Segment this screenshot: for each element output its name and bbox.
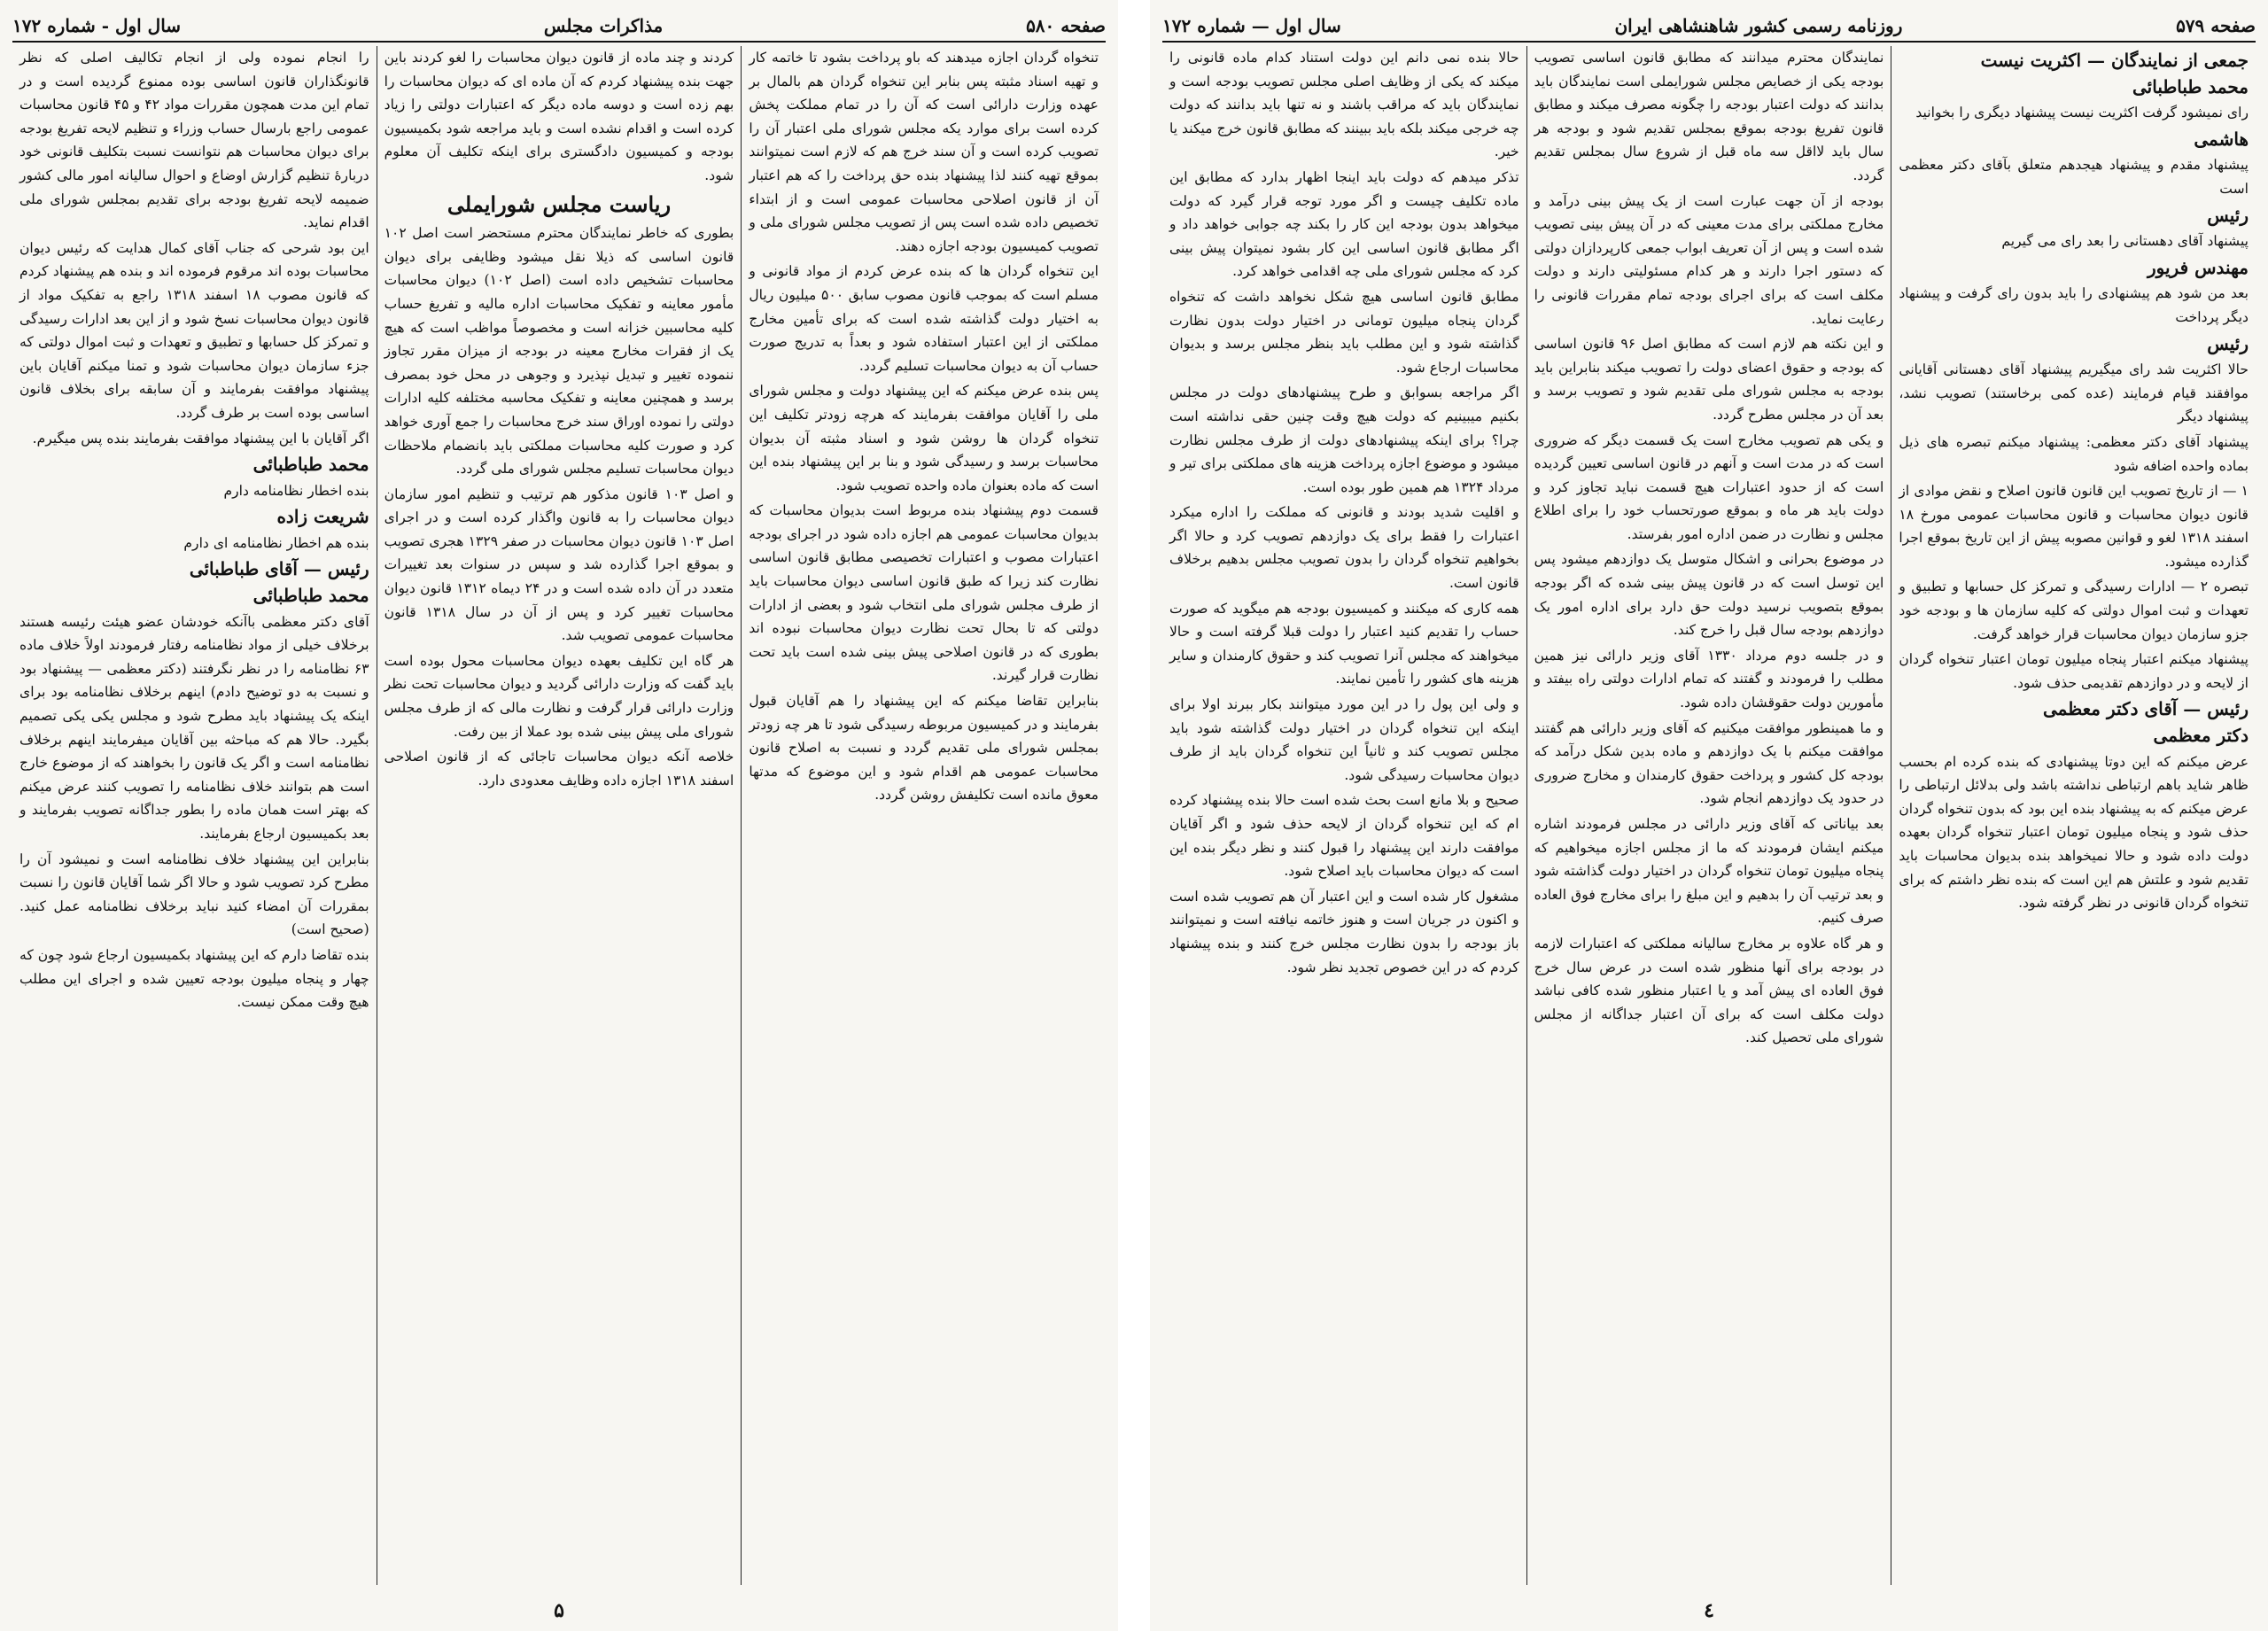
paragraph: این تنخواه گردان ها که بنده عرض کردم از مواد قانونی و مسلم است که بموجب قانون مصوب سابق ۵۰۰ میلیون ریال به اختیار دولت گذاشته شده است که برای تأمین مخارج مملکتی از این اعتبار استفاده شود و بعداً به تدریج صورت حساب آن به دیوان محاسبات تسلیم گردد. xyxy=(749,263,1099,374)
paragraph: و اصل ۱۰۳ قانون مذکور هم ترتیب و تنظیم امور سازمان دیوان محاسبات را به قانون واگذار کرده است و در اجرای اصل ۱۰۳ قانون دیوان محاسبات در صفر ۱۳۲۹ هجری تصویب و بموقع اجرا گذارده شد و سپس در سنوات بعد تغییرات متعدد در آن داده شده است و در ۲۴ دیماه ۱۳۱۲ قانون دیوان محاسبات تغییر کرد و پس از آن در سال ۱۳۱۸ قانون محاسبات عمومی تصویب شد. xyxy=(384,485,734,644)
speaker-name: محمد طباطبائی xyxy=(2132,75,2249,97)
paragraph: بنده تقاضا دارم که این پیشنهاد بکمیسیون ارجاع شود چون که چهار و پنجاه میلیون بودجه تعیین شده و اجرای این مطلب هیچ وقت ممکن نیست. xyxy=(19,946,369,1011)
paragraph: پیشنهاد میکنم اعتبار پنجاه میلیون تومان اعتبار تنخواه گردان از لایحه و در دوازدهم تقدیمی حذف شود. xyxy=(1899,651,2249,691)
paragraph: عرض میکنم که این دوتا پیشنهادی که بنده کرده ام بحسب ظاهر شاید باهم ارتباطی نداشته باشد ولی بدلائل ارتباطی را عرض میکنم که به پیشنهاد بنده این بود که بدون تنخواه گردان حذف شود و پنجاه میلیون تومان اعتبار تنخواه گردان بعهده دولت داده شود و حالا نمیخواهد بنده بدیوان محاسبات باید تقدیم شود و علتش هم این است که بنده نظر داشتم که برای تنخواه گردان قانونی در نظر گرفته شود. xyxy=(1899,753,2249,912)
paragraph: بنده هم اخطار نظامنامه ای دارم xyxy=(183,534,369,551)
paragraph: آقای دکتر معظمی باآنکه خودشان عضو هیئت رئیسه هستند برخلاف خیلی از مواد نظامنامه رفتار فرمودند اولاً خلاف ماده ۶۳ نظامنامه را در نظر نگرفتند (دکتر معظمی — پیشنهاد بود و نسبت به دو توضیح دادم) اینهم برخلاف نظامنامه بود برای اینکه یک پیشنهاد باید مطرح شود و مجلس یکی یکی تصمیم بگیرد. حالا هم که مباحثه بین آقایان میفرمایند اینهم برخلاف نظامنامه است و اگر یک قانون را بخواهند که از موضوع خارج است هم بتوانند خلاف نظامنامه را تصویب کنند عرض میکنم که بهتر است همان ماده را بطور جداگانه تصویب بفرمایند و بعد بکمیسیون ارجاع بفرمایند. xyxy=(19,613,369,842)
paragraph: بعد من شود هم پیشنهادی را باید بدون رای گرفت و پیشنهاد دیگر پرداخت xyxy=(1899,285,2249,325)
paragraph: ۱ — از تاریخ تصویب این قانون قانون اصلاح و نقض موادی از قانون دیوان محاسبات و قانون محاسبات عمومی مورخ ۱۸ اسفند ۱۳۱۸ لغو و قوانین مصوبه پیش از این تاریخ بموقع اجرا گذارده میشود. xyxy=(1899,483,2249,570)
text-column xyxy=(1891,46,2256,1585)
paragraph: و این نکته هم لازم است که مطابق اصل ۹۶ قانون اساسی که بودجه و حقوق اعضای دولت را تصویب میکند بنابراین باید بودجه به مجلس شورای ملی تقدیم شود و تصویب برسد و بعد آن در مجلس مطرح گردد. xyxy=(1534,336,1884,423)
paragraph: و در جلسه دوم مرداد ۱۳۳۰ آقای وزیر دارائی نیز همین مطلب را فرمودند و گفتند که تمام ادارات دولتی راه بیفتد و مأمورین دولت حقوقشان داده شود. xyxy=(1534,647,1884,711)
section-title: روزنامه رسمی کشور شاهنشاهی ایران xyxy=(1614,15,1903,36)
speaker-name: محمد طباطبائی xyxy=(252,585,369,607)
speaker-name: محمد طباطبائی xyxy=(252,454,369,476)
paragraph: و ما همینطور موافقت میکنیم که آقای وزیر دارائی هم گفتند موافقت میکنم با یک دوازدهم و ماده بدین شکل درآمد که بودجه کل کشور و پرداخت حقوق کارمندان و مخارج ضروری در حدود یک دوازدهم انجام شود. xyxy=(1534,719,1884,807)
speaker-name: رئیس — آقای طباطبائی xyxy=(189,558,369,580)
text-column xyxy=(1162,46,1526,1585)
text-column xyxy=(377,46,742,1585)
page-footer-number: ۵ xyxy=(554,1599,564,1622)
text-column xyxy=(12,46,377,1585)
paragraph: هر گاه این تکلیف بعهده دیوان محاسبات محول بوده است باید گفت که وزارت دارائی گردید و دیوان محاسبات تحت نظر وزارت دارائی قرار گرفت و نظارت مالی که از طرف مجلس شورای ملی پیش بینی شده بود عملا از بین رفت. xyxy=(384,652,734,740)
section-heading: ریاست مجلس شورایملی xyxy=(447,190,672,217)
issue-label: سال اول — شماره ۱۷۲ xyxy=(1162,15,1341,36)
paragraph: تنخواه گردان اجازه میدهند که باو پرداخت بشود تا خاتمه کار و تهیه اسناد مثبته پس بنابر این تنخواه گردان هم بالمال بر عهده وزارت دارائی است که آن را در تمام مملکت پخش کرده است برای موارد یکه مجلس شورای ملی اعتبار آن را تصویب کرده است و آن سند خرج هم که لازم است نمیتوانند بموقع تهیه کنند لذا پیشنهاد بنده حق پرداخت را که هم اعتبار آن از قانون اصلاحی محاسبات عمومی است و از ابتداء تخصیص داده شده است پس از تصویب مجلس شورای ملی و تصویب کمیسیون بودجه اجازه دهند. xyxy=(749,50,1099,254)
speaker-name: جمعی از نمایندگان — اکثریت نیست xyxy=(1980,50,2249,71)
page-header xyxy=(12,11,1106,43)
paragraph: رای نمیشود گرفت اکثریت نیست پیشنهاد دیگری را بخوانید xyxy=(1915,105,2249,121)
paragraph: بعد بیاناتی که آقای وزیر دارائی در مجلس فرمودند اشاره میکنم ایشان فرمودند که ما از مجلس اجازه میخواهیم که پنجاه میلیون تومان تنخواه گردان در اختیار دولت گذاشته شود و بعد ترتیب آن را بدهیم و این مبلغ را برای مخارج فوق العاده صرف کنیم. xyxy=(1534,816,1884,927)
paragraph: پیشنهاد آقای دکتر معظمی: پیشنهاد میکنم تبصره های ذیل بماده واحده اضافه شود xyxy=(1899,433,2249,474)
paragraph: را انجام نموده ولی از انجام تکالیف اصلی که نظر قانونگذاران قانون اساسی بوده ممنوع گردیده است و در تمام این مدت همچون مقررات مواد ۴۲ و ۴۵ قانون محاسبات عمومی راجع بارسال حساب وزراء و تنظیم لایحه تفریغ بودجه برای دیوان محاسبات هم نتوانست نسبت بتکلیف قانونی خود دربارهٔ تنظیم گزارش اوضاع و احوال سالیانه امور مالی کشور ضمیمه لایحه تفریغ بودجه برای تقدیم بمجلس شورای ملی اقدام نماید. xyxy=(19,50,369,231)
paragraph: بودجه از آن جهت عبارت است از یک پیش بینی درآمد و مخارج مملکتی برای مدت معینی که در آن پیش بینی تصویب شده است و پس از آن تعریف ابواب جمعی کارپردازان دولتی که دستور اجرا دارند و هر کدام مسئولیتی دارند و دولت مکلف است که برای اجرای بودجه تمام مقررات قانونی را رعایت نماید. xyxy=(1534,192,1884,327)
speaker-name: شریعت زاده xyxy=(276,506,369,528)
text-column xyxy=(741,46,1106,1585)
paragraph: حالا بنده نمی دانم این دولت استناد کدام ماده قانونی را میکند که یکی از وظایف اصلی مجلس تصویب بودجه است و نمایندگان باید که مراقب باشند و نه تنها باید بدانند که دولت چه خرجی میکند بلکه باید ببینند که مطابق قانون خرج میکند یا خیر. xyxy=(1169,50,1519,160)
paragraph: خلاصه آنکه دیوان محاسبات تاجائی که از قانون اصلاحی اسفند ۱۳۱۸ اجازه داده وظایف معدودی دارد. xyxy=(384,749,734,788)
paragraph: در موضوع بحرانی و اشکال متوسل یک دوازدهم میشود پس این توسل است که در قانون پیش بینی شده که اگر بودجه بموقع بتصویب نرسید دولت حق دارد برای اداره امور یک دوازدهم بودجه سال قبل را خرج کند. xyxy=(1534,551,1884,639)
paragraph: اگر مراجعه بسوابق و طرح پیشنهادهای دولت در مجلس بکنیم میبینیم که دولت هیچ وقت چنین حقی نداشته است چرا؟ برای اینکه پیشنهادهای دولت از طرف مجلس نظارت میشود و موضوع اجازه پرداخت هزینه های مملکتی برای تیر و مرداد ۱۳۲۴ هم همین طور بوده است. xyxy=(1169,384,1519,495)
paragraph: بطوری که خاطر نمایندگان محترم مستحضر است اصل ۱۰۲ قانون اساسی که ذیلا نقل میشود وظایفی برای دیوان محاسبات تشخیص داده است (اصل ۱۰۲) دیوان محاسبات مأمور معاینه و تفکیک محاسبات اداره مالیه و تفریغ حساب کلیه محاسبین خزانه است و مخصوصاً مواظب است که هیچ یک از فقرات مخارج معینه در بودجه از میزان مقرر تجاوز ننموده تغییر و تبدیل نپذیرد و وجوهی در محل خود بمصرف برسد و همچنین معاینه و تفکیک محاسبه مختلفه کلیه ادارات دولتی را نموده اوراق سند خرج محاسبات را جمع آوری خواهد کرد و صورت کلیه محاسبات مملکتی باید بانضمام ملاحظات دیوان محاسبات تسلیم مجلس شورای ملی گردد. xyxy=(384,225,734,478)
page-header xyxy=(1162,11,2256,43)
paragraph: پس بنده عرض میکنم که این پیشنهاد دولت و مجلس شورای ملی را آقایان موافقت بفرمایند که هرچه زودتر تکلیف این تنخواه گردان ها روشن شود و اسناد مثبته آن بدیوان محاسبات برسد و رسیدگی شود و بنا بر این پیشنهاد بنده این است که ماده بعنوان ماده واحده تصویب شود. xyxy=(749,383,1099,493)
paragraph: بنده اخطار نظامنامه دارم xyxy=(223,482,369,499)
paragraph: مطابق قانون اساسی هیچ شکل نخواهد داشت که تنخواه گردان پنجاه میلیون تومانی در اختیار دولت بدون نظارت گذاشته شود و این مطلب باید بنظر مجلس برسد و بدیوان محاسبات ارجاع شود. xyxy=(1169,288,1519,376)
paragraph: و ولی این پول را در این مورد میتوانند بکار ببرند اولا برای اینکه این تنخواه گردان در اختیار دولت گذاشته شود باید مجلس تصویب کند و ثانیاً این تنخواه گردان باید از طرف دیوان محاسبات رسیدگی شود. xyxy=(1169,696,1519,783)
section-title: مذاکرات مجلس xyxy=(543,15,664,36)
left-page xyxy=(0,0,1118,1631)
paragraph: حالا اکثریت شد رای میگیریم پیشنهاد آقای دهستانی آقایانی موافقند قیام فرمایند (عده کمی برخاستند) تصویب نشد، پیشنهاد دیگر xyxy=(1899,361,2249,425)
paragraph: و اقلیت شدید بودند و قانونی که مملکت را اداره میکرد اعتبارات را فقط برای یک دوازدهم تصویب کرد و حالا اگر بخواهیم تنخواه گردان را بدون تصویب مجلس بدهیم برخلاف قانون است. xyxy=(1169,504,1519,592)
paragraph: پیشنهاد مقدم و پیشنهاد هیجدهم متعلق بآقای دکتر معظمی است xyxy=(1899,157,2249,197)
page-footer-number: ٤ xyxy=(1704,1599,1714,1622)
columns xyxy=(12,46,1106,1585)
paragraph: تذکر میدهم که دولت باید اینجا اظهار بدارد که مطابق این ماده تکلیف چیست و اگر مورد توجه قرار گیرد که دولت میخواهد بدون بودجه این کار را بکند چه جوابی خواهد داد و اگر مطابق قانون اساسی این کار بشود نمیتوان پیش بینی کرد که مجلس شورای ملی چه اقدامی خواهد کرد. xyxy=(1169,168,1519,280)
spread-gutter xyxy=(1118,0,1150,1631)
speaker-name: هاشمی xyxy=(2194,128,2249,150)
paragraph: همه کاری که میکنند و کمیسیون بودجه هم میگوید که صورت حساب را تقدیم کنید اعتبار را دولت قبلا گرفته است و حالا میخواهند که مجلس آنرا تصویب کند و حقوق کارمندان و سایر هزینه های کشور را تأمین نمایند. xyxy=(1169,600,1519,687)
paragraph: قسمت دوم پیشنهاد بنده مربوط است بدیوان محاسبات که بدیوان محاسبات عمومی هم اجازه داده شود در اجرای بودجه اعتبارات مصوب و اعتبارات تخصیصی مطابق قانون اساسی نظارت کند زیرا که طبق قانون اساسی دیوان محاسبات باید از طرف مجلس شورای ملی انتخاب شود و بعضی از ادارات دولتی که تا بحال تحت نظارت دیوان محاسبات نبوده اند بطوری که در قانون اصلاحی پیش بینی شده است باید تحت نظارت قرار گیرند. xyxy=(749,502,1099,684)
paragraph: و هر گاه علاوه بر مخارج سالیانه مملکتی که اعتبارات لازمه در بودجه برای آنها منظور شده است در عرض سال خرج فوق العاده ای پیش آمد و یا اعتبار منظور شده کافی نباشد دولت مکلف است که برای آن اعتبار جداگانه از مجلس شورای ملی تحصیل کند. xyxy=(1534,935,1884,1046)
speaker-name: رئیس xyxy=(2207,204,2249,226)
paragraph: این بود شرحی که جناب آقای کمال هدایت که رئیس دیوان محاسبات بوده اند مرقوم فرموده اند و بنده هم پیشنهاد کردم که قانون مصوب ۱۸ اسفند ۱۳۱۸ راجع به تفکیک مواد از قانون دیوان محاسبات نسخ شود و از این بعد ادارات رسیدگی و تمرکز کل حسابها و تطبیق و تعهدات و ثبت اموال دولتی که جزء سازمان دیوان محاسبات شود و تمنا میکنم آقایان باین پیشنهاد موافقت بفرمایند و آن سابقه برای بخلاف قانون اساسی بوده است بر طرف گردد. xyxy=(19,239,369,421)
paragraph: اگر آقایان با این پیشنهاد موافقت بفرمایند بنده پس میگیرم. xyxy=(32,430,369,447)
speaker-name: دکتر معظمی xyxy=(2153,725,2249,747)
page-number: صفحه ۵۸۰ xyxy=(1026,15,1106,36)
paragraph: بنابراین تقاضا میکنم که این پیشنهاد را هم آقایان قبول بفرمایند و در کمیسیون مربوطه رسیدگی شود تا هر چه زودتر بمجلس شورای ملی تقدیم گردد و نسبت به اصلاح قانون محاسبات عمومی هم اقدام شود و این موضوع که مدتها معوق مانده است تکلیفش روشن گردد. xyxy=(749,693,1099,804)
text-column xyxy=(1526,46,1891,1585)
paragraph: تبصره ۲ — ادارات رسیدگی و تمرکز کل حسابها و تطبیق و تعهدات و ثبت اموال دولتی که کلیه سازمان ها و بودجه خود جزو سازمان دیوان محاسبات قرار خواهد گرفت. xyxy=(1899,579,2249,642)
paragraph: پیشنهاد آقای دهستانی را بعد رای می گیریم xyxy=(2001,233,2249,250)
paragraph: بنابراین این پیشنهاد خلاف نظامنامه است و نمیشود آن را مطرح کرد تصویب شود و حالا اگر شما آقایان قانون را نسبت بمقررات آن امضاء کنید نباید برخلاف نظامنامه عمل کنید. (صحیح است) xyxy=(19,850,369,938)
speaker-name: رئیس — آقای دکتر معظمی xyxy=(2043,698,2249,720)
issue-label: سال اول - شماره ۱۷۲ xyxy=(12,15,182,36)
paragraph: نمایندگان محترم میدانند که مطابق قانون اساسی تصویب بودجه یکی از خصایص مجلس شورایملی است نمایندگان باید بدانند که دولت اعتبار بودجه را چگونه مصرف میکند و مطابق قانون تفریغ بودجه بموقع بمجلس تقدیم شود و بودجه هر سال باید لااقل سه ماه قبل از شروع سال بمجلس تقدیم گردد. xyxy=(1534,50,1884,183)
speaker-name: مهندس فریور xyxy=(2148,256,2249,278)
right-page xyxy=(1150,0,2268,1631)
paragraph: و یکی هم تصویب مخارج است یک قسمت دیگر که ضروری است که در مدت است و آنهم در قانون اساسی تعیین گردیده است که از حدود اعتبارات هیچ قسمت نباید تجاوز کرد و دولت باید هر ماه و بموقع صورتحساب خود را برای اطلاع مجلس و نظارت در ضمن اداره امور بفرستد. xyxy=(1534,431,1884,542)
paragraph: صحیح و بلا مانع است بحث شده است حالا بنده پیشنهاد کرده ام که این تنخواه گردان از لایحه حذف شود و اگر آقایان موافقت دارند این پیشنهاد را قبول کنند و نظر دیگر بنده این است که دیوان محاسبات باید اصلاح شود. xyxy=(1169,792,1519,880)
paragraph: کردند و چند ماده از قانون دیوان محاسبات را لغو کردند باین جهت بنده پیشنهاد کردم که آن ماده ای که دیوان محاسبات را بهم زده است و دوسه ماده دیگر که اعتبارات دولتی را زیاد کرده است و اقدام نشده است و باید مراجعه شود بکمیسیون بودجه و کمیسیون دادگستری برای اینکه تکلیف آن معلوم شود. xyxy=(384,50,734,183)
speaker-name: رئیس xyxy=(2207,332,2249,354)
page-number: صفحه ۵۷۹ xyxy=(2176,15,2256,36)
columns xyxy=(1162,46,2256,1585)
paragraph: مشغول کار شده است و این اعتبار آن هم تصویب شده است و اکنون در جریان است و هنوز خاتمه نیافته است و نمیتوانند باز بودجه را بدون نظارت مجلس خرج کنند و بنده پیشنهاد کردم که در این خصوص تجدید نظر شود. xyxy=(1169,888,1519,975)
